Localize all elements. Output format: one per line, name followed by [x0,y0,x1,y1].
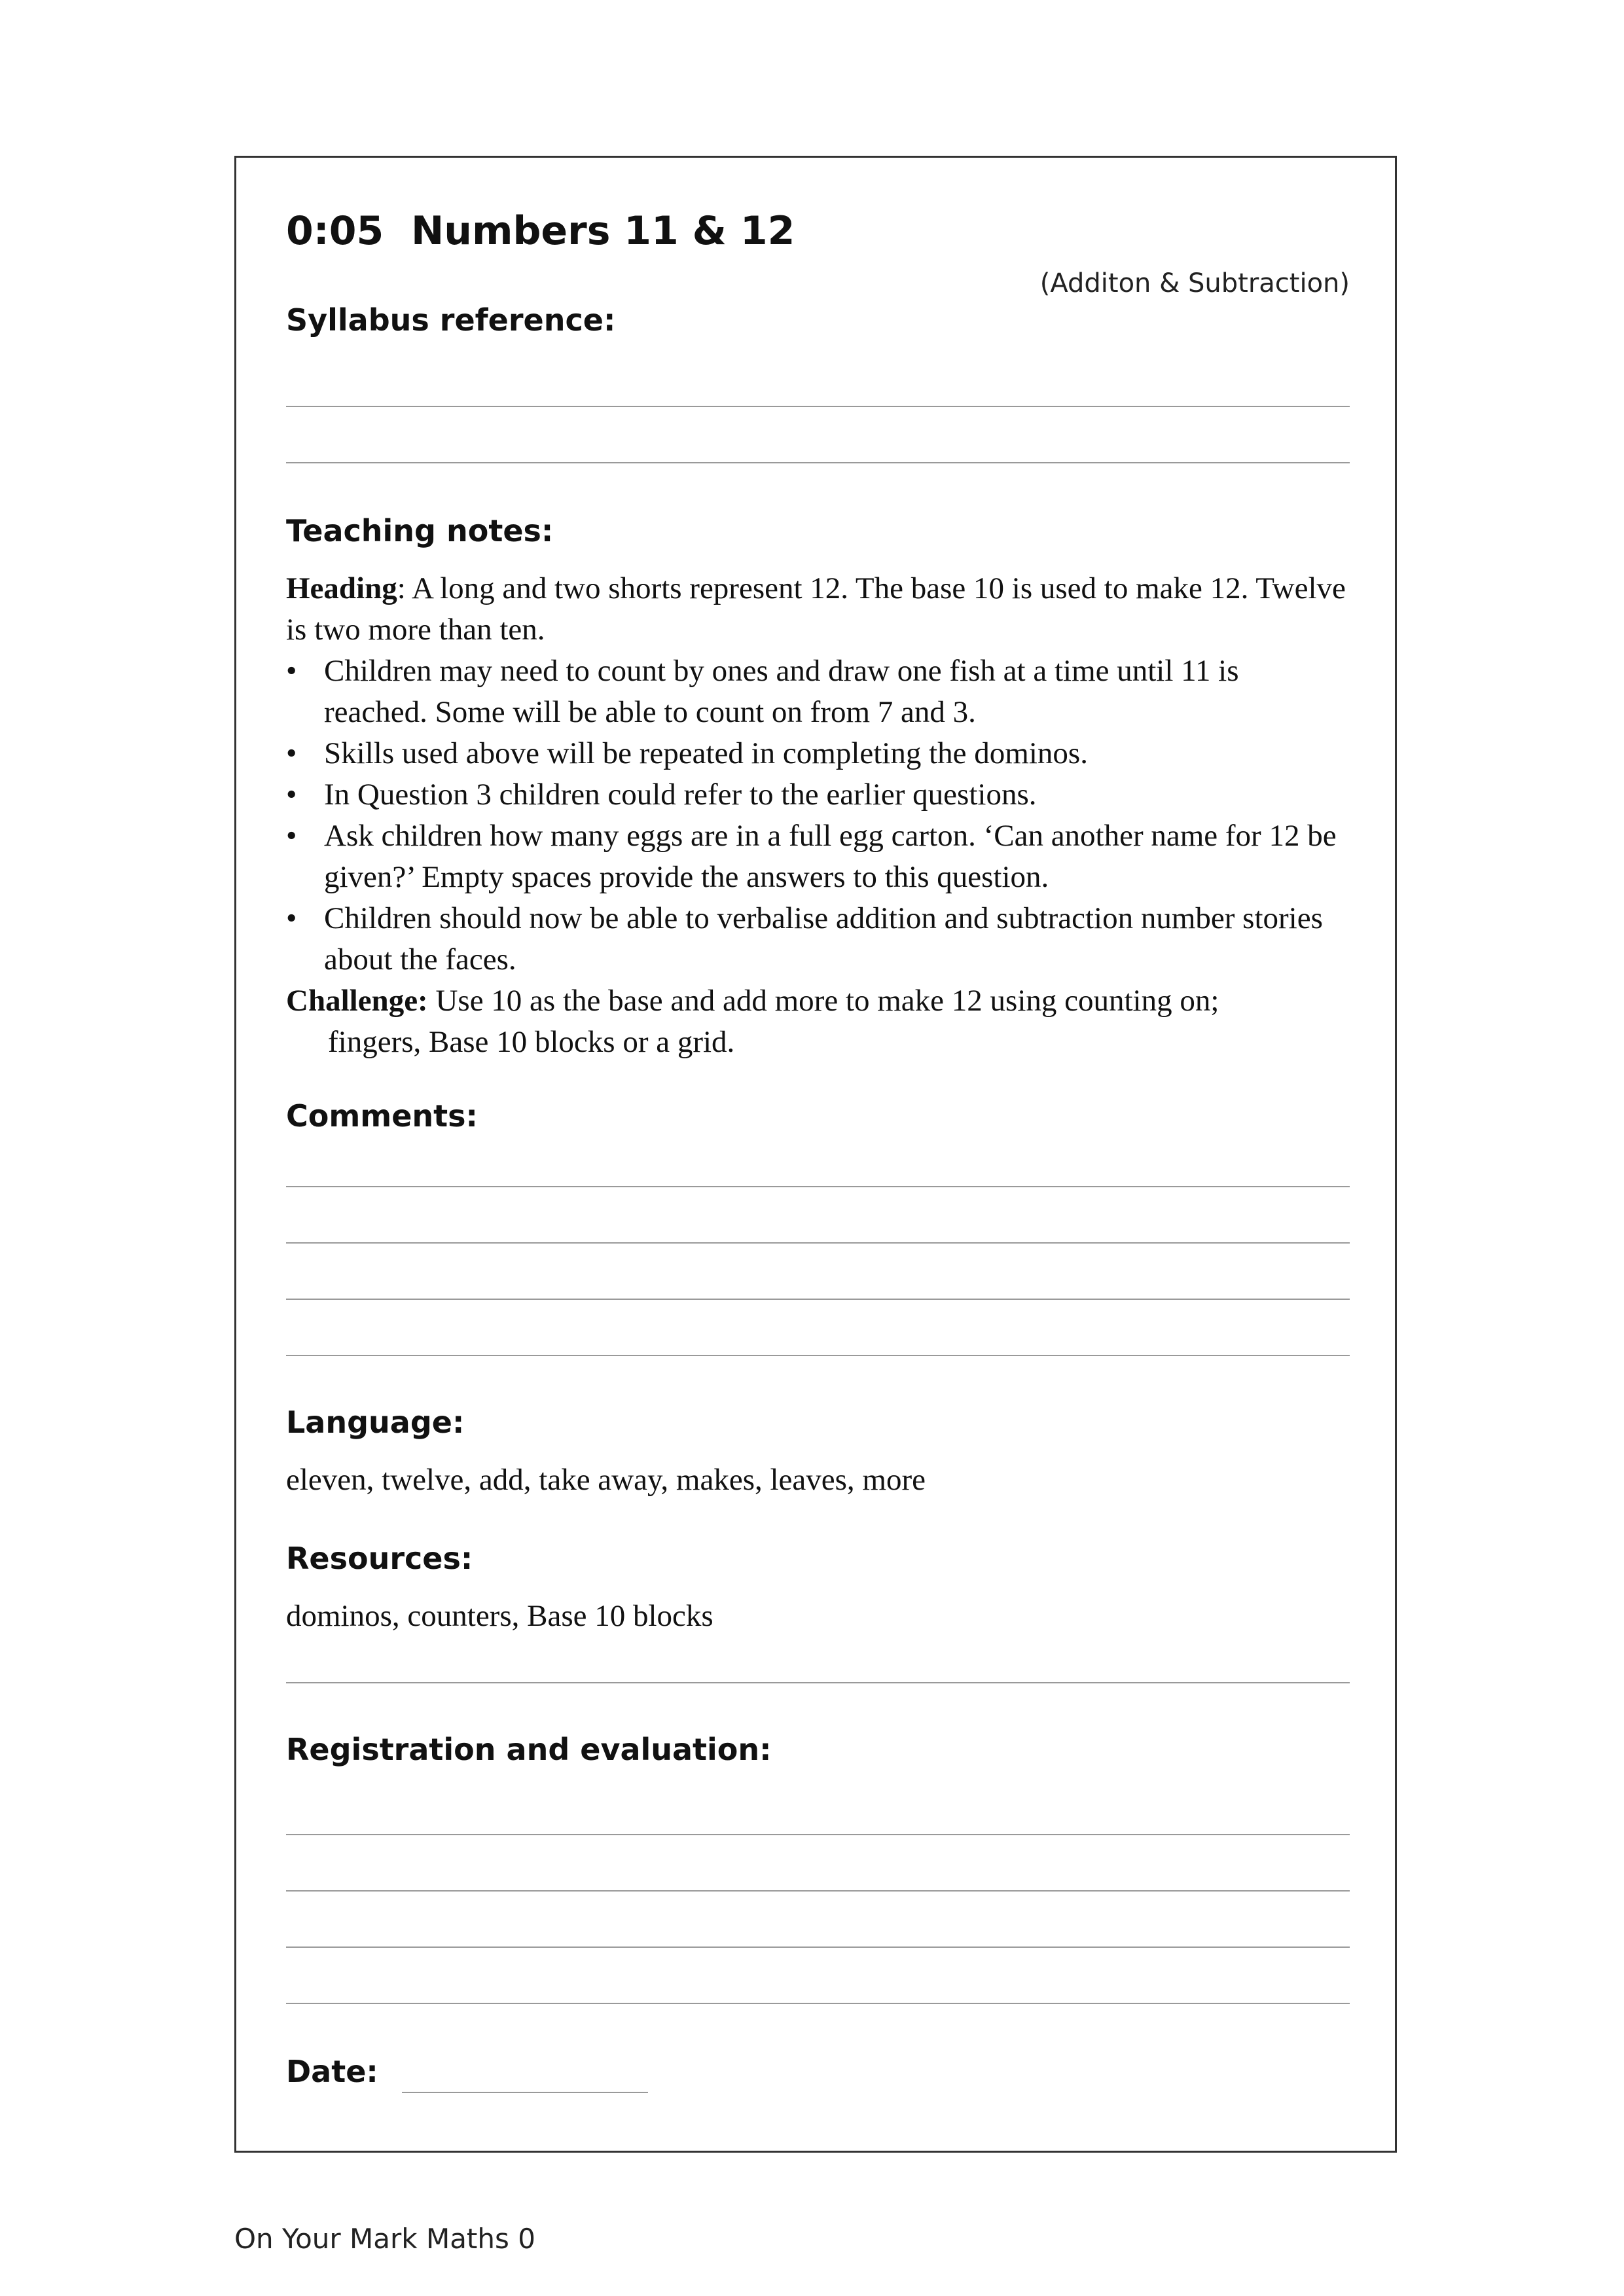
heading-note-text: : A long and two shorts represent 12. The base 10 is used to make 12. Twelve is two more than ten. [286,571,1346,647]
bullet-text: Children should now be able to verbalise addition and subtraction number stories about the faces. [324,901,1323,977]
language-heading: Language: [286,1405,465,1440]
list-item [286,898,1350,980]
comments-line-4 [286,1355,1350,1356]
comments-line-1 [286,1186,1350,1187]
syllabus-line-2 [286,462,1350,463]
page-subtitle: (Additon & Subtraction) [1039,268,1350,298]
worksheet-frame [234,156,1397,2153]
language-text: eleven, twelve, add, take away, makes, leaves, more [286,1463,926,1497]
notes-bullet-list [286,651,1350,980]
bullet-icon: • [286,778,297,812]
comments-line-3 [286,1299,1350,1300]
resources-line [286,1682,1350,1683]
challenge-text-2: fingers, Base 10 blocks or a grid. [328,1025,735,1059]
comments-heading: Comments: [286,1098,478,1134]
bullet-icon: • [286,901,297,935]
bullet-icon: • [286,654,297,688]
teaching-notes-body [286,568,1350,1063]
list-item [286,774,1350,816]
registration-line-3 [286,1946,1350,1948]
resources-heading: Resources: [286,1541,473,1576]
date-line [402,2092,648,2093]
challenge-label: Challenge: [286,984,428,1018]
registration-line-1 [286,1834,1350,1835]
challenge-note [286,980,1350,1022]
heading-note [286,568,1350,651]
syllabus-heading: Syllabus reference: [286,302,616,338]
footer-text: On Your Mark Maths 0 [234,2223,535,2255]
date-label: Date: [286,2054,378,2089]
bullet-text: In Question 3 children could refer to the earlier questions. [324,778,1037,812]
registration-line-2 [286,1890,1350,1892]
syllabus-line-1 [286,406,1350,407]
resources-text: dominos, counters, Base 10 blocks [286,1599,713,1633]
list-item [286,651,1350,733]
registration-line-4 [286,2003,1350,2004]
teaching-notes-heading: Teaching notes: [286,513,554,548]
page-title: 0:05 Numbers 11 & 12 [286,208,795,254]
bullet-icon: • [286,736,297,770]
heading-note-label: Heading [286,571,397,605]
comments-line-2 [286,1242,1350,1244]
bullet-icon: • [286,819,297,853]
bullet-text: Children may need to count by ones and draw one fish at a time until 11 is reached. Some will be able to count on from 7 and 3. [324,654,1239,729]
list-item [286,816,1350,898]
registration-heading: Registration and evaluation: [286,1732,772,1767]
list-item [286,733,1350,774]
bullet-text: Ask children how many eggs are in a full egg carton. ‘Can another name for 12 be given?’ Empty spaces provide the answers to this question. [324,819,1337,894]
challenge-text-1: Use 10 as the base and add more to make 12 using counting on; [427,984,1219,1018]
bullet-text: Skills used above will be repeated in completing the dominos. [324,736,1088,770]
